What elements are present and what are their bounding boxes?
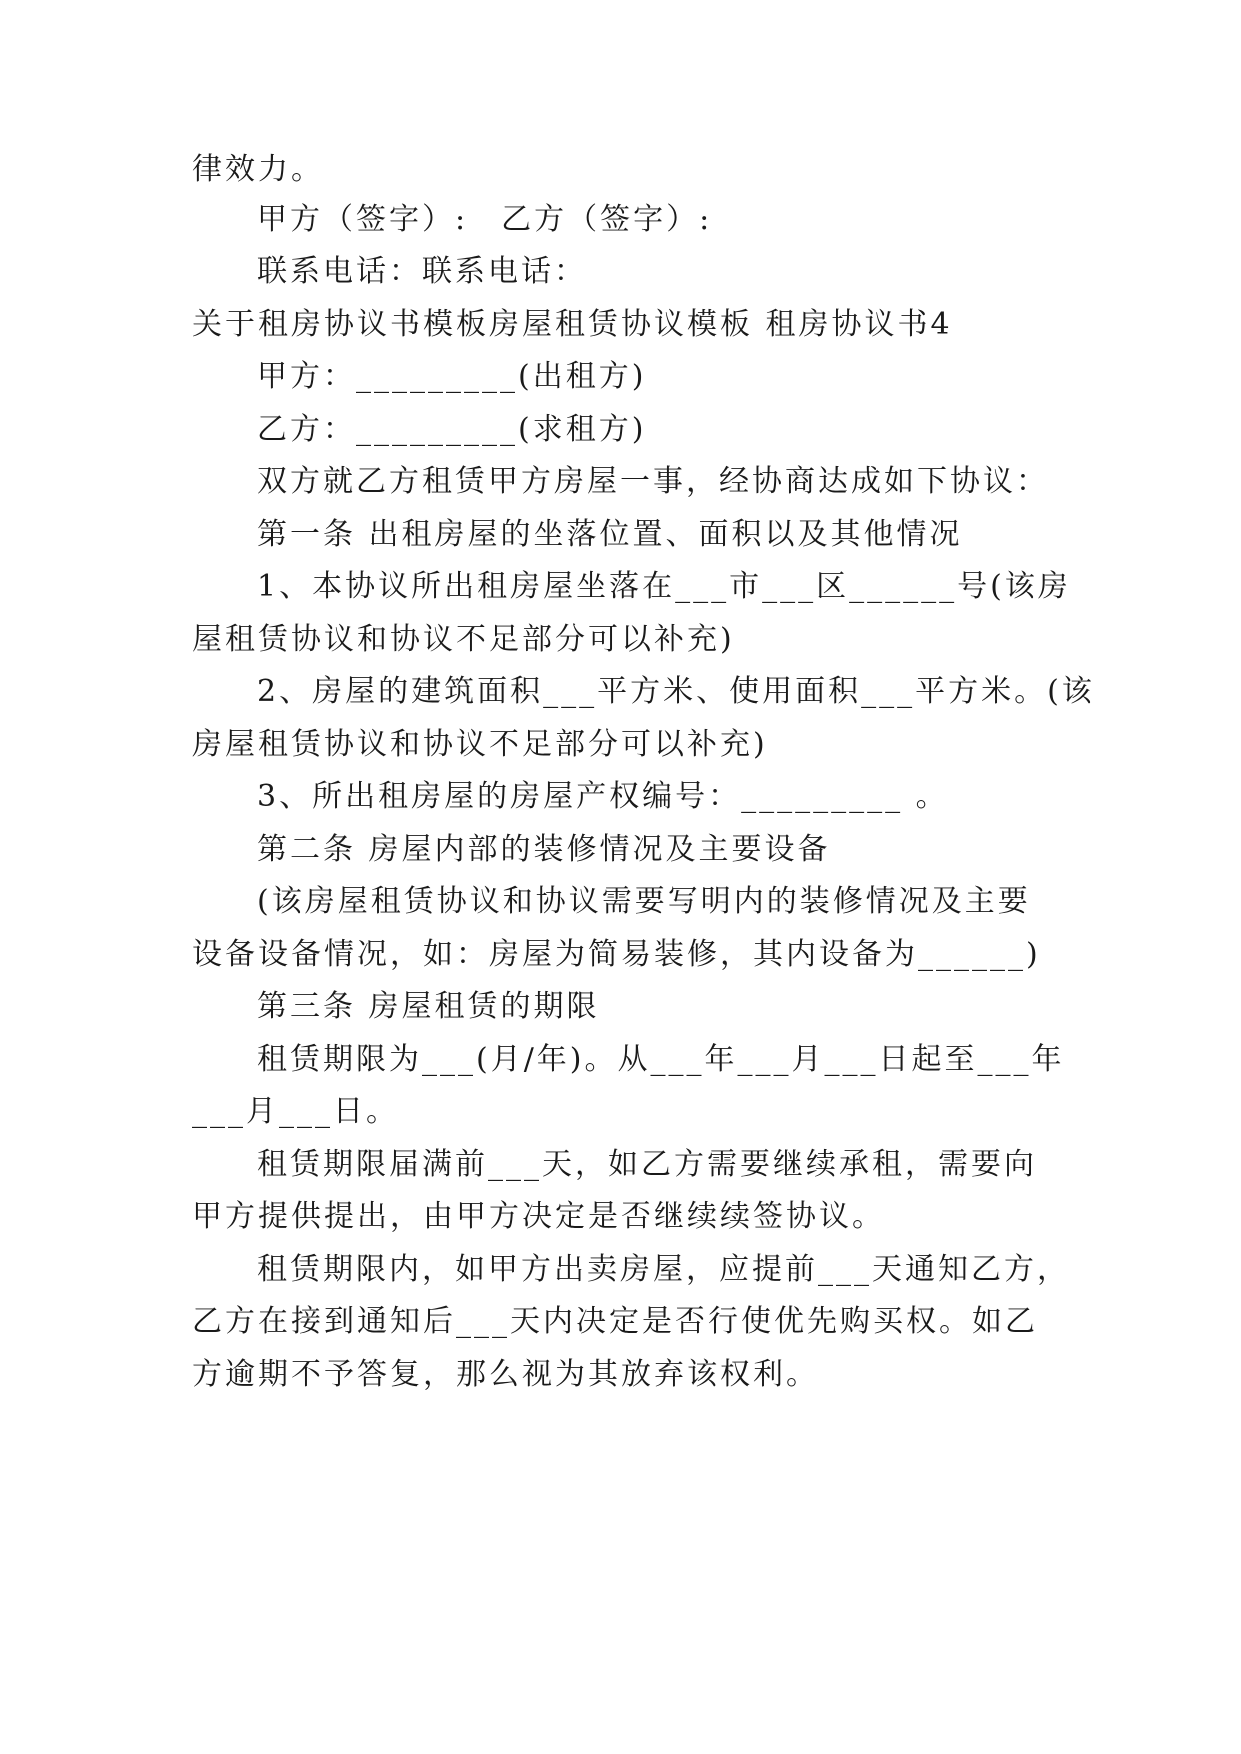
text-line: ___月___日。 [192,1094,399,1129]
text-line: 2、房屋的建筑面积___平方米、使用面积___平方米。(该 [257,674,1095,709]
signature-line: 甲方（签字）: 乙方（签字）: [257,202,713,237]
text-line: 租赁期限内，如甲方出卖房屋，应提前___天通知乙方， [257,1252,1070,1287]
text-line: 双方就乙方租赁甲方房屋一事，经协商达成如下协议： [257,464,1049,499]
section-title: 关于租房协议书模板房屋租赁协议模板 租房协议书4 [192,307,953,342]
contact-line: 联系电话：联系电话： [257,254,587,289]
text-line: 设备设备情况，如：房屋为简易装修，其内设备为______) [192,937,1041,972]
text-line: 乙方在接到通知后___天内决定是否行使优先购买权。如乙 [192,1304,1038,1339]
article-heading: 第一条 出租房屋的坐落位置、面积以及其他情况 [257,517,963,552]
text-line: 屋租赁协议和协议不足部分可以补充) [192,622,735,657]
text-line: 租赁期限为___(月/年)。从___年___月___日起至___年 [257,1042,1065,1077]
text-line: (该房屋租赁协议和协议需要写明内的装修情况及主要 [257,884,1031,919]
text-line: 律效力。 [192,152,324,187]
text-line: 房屋租赁协议和协议不足部分可以补充) [192,727,768,762]
party-b-line: 乙方：_________(求租方) [257,412,647,447]
article-heading: 第三条 房屋租赁的期限 [257,989,600,1024]
party-a-line: 甲方：_________(出租方) [257,359,647,394]
article-heading: 第二条 房屋内部的装修情况及主要设备 [257,832,831,867]
text-line: 租赁期限届满前___天，如乙方需要继续承租，需要向 [257,1147,1037,1182]
text-line: 甲方提供提出，由甲方决定是否继续续签协议。 [192,1199,885,1234]
text-line: 1、本协议所出租房屋坐落在___市___区______号(该房 [257,569,1071,604]
text-line: 方逾期不予答复，那么视为其放弃该权利。 [192,1357,819,1392]
text-line: 3、所出租房屋的房屋产权编号：_________ 。 [257,779,949,814]
